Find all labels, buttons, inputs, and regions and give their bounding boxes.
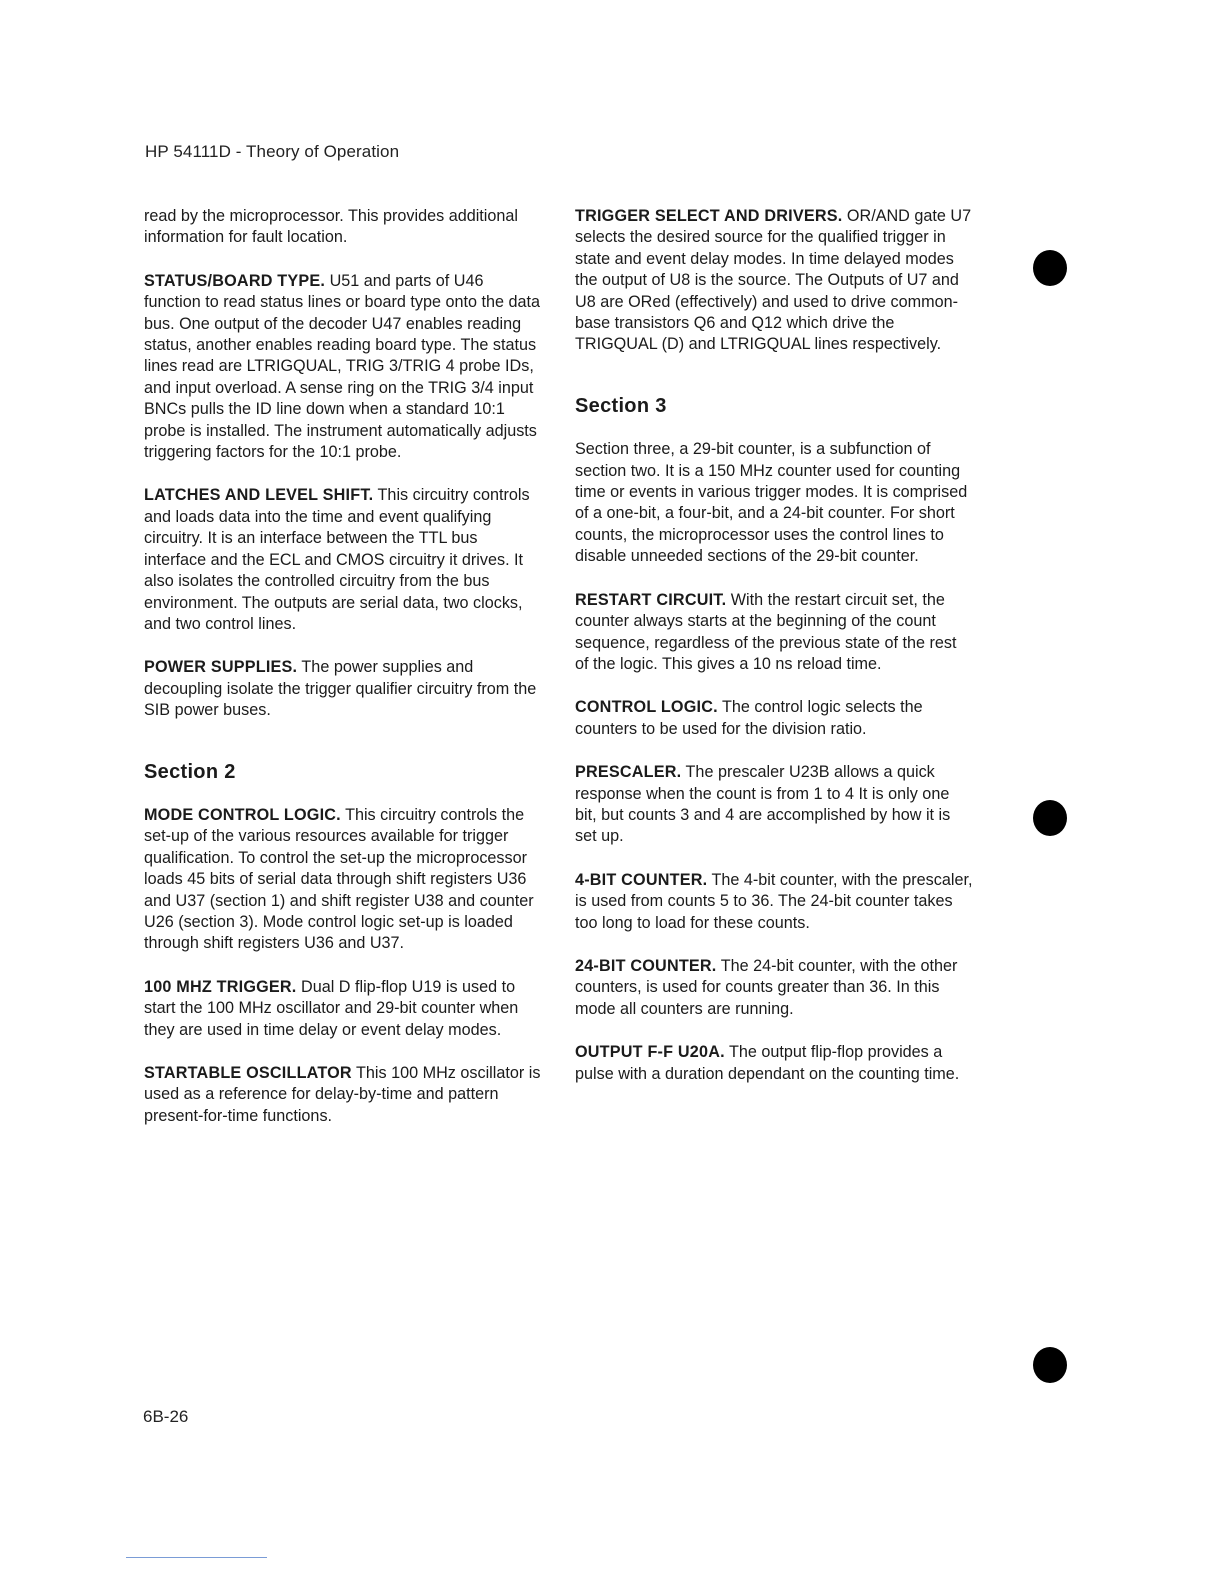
prescaler-paragraph [575,762,973,848]
startable-oscillator-label: STARTABLE OSCILLATOR [144,1064,352,1082]
left-column [144,206,544,1149]
power-supplies-label: POWER SUPPLIES. [144,658,298,677]
page-number: 6B-26 [143,1407,189,1426]
mhz-trigger-paragraph [144,977,544,1041]
page-header: HP 54111D - Theory of Operation [145,142,400,161]
section-3-intro-paragraph: Section three, a 29-bit counter, is a subfunction of section two. It is a 150 MHz counter used for counting time or events in various trigger modes. It is comprised of a one-bit, a four-bit, and a 24-bit counter. For short counts, the microprocessor uses the control lines to disable unneeded sections of the 29-bit counter. [575,440,968,566]
power-supplies-text: The power supplies and decoupling isolate the trigger qualifier circuitry from the SIB power buses. [144,658,537,720]
mhz-trigger-label: 100 MHZ TRIGGER. [144,977,297,996]
control-logic-label: CONTROL LOGIC. [575,698,718,717]
restart-paragraph [575,590,973,676]
latches-label: LATCHES AND LEVEL SHIFT. [144,486,374,505]
status-board-text: U51 and parts of U46 function to read status lines or board type onto the data bus. One output of the decoder U47 enables reading status, another enables reading board type. The status lines read are LTRIGQUAL, TRIG 3/TRIG 4 probe IDs, and input overload. A sense ring on the TRIG 3/4 input BNCs pulls the ID line down when a standard 10:1 probe is installed. The instrument automatically adjusts triggering factors for the 10:1 probe. [144,271,540,462]
output-ff-label: OUTPUT F-F U20A. [575,1043,725,1062]
footer-rule [126,1557,267,1558]
right-column [575,206,973,1107]
binder-hole-top [1033,250,1067,286]
status-board-label: STATUS/BOARD TYPE. [144,271,326,290]
four-bit-counter-text: The 4-bit counter, with the prescaler, is used from counts 5 to 36. The 24-bit counter takes too long to load for these counts. [575,870,973,932]
latches-paragraph [144,485,544,635]
startable-oscillator-text: This 100 MHz oscillator is used as a reference for delay-by-time and pattern present-for-time functions. [144,1064,541,1125]
mode-control-label: MODE CONTROL LOGIC. [144,805,341,824]
prescaler-label: PRESCALER. [575,763,682,782]
control-logic-paragraph [575,697,973,740]
restart-text: With the restart circuit set, the counter always starts at the beginning of the count sequence, regardless of the previous state of the rest of the logic. This gives a 10 ns reload time. [575,590,957,673]
mode-control-text: This circuitry controls the set-up of the various resources available for trigger qualification. To control the set-up the microprocessor loads 45 bits of serial data through shift registers U36 and U37 (section 1) and shift register U38 and counter U26 (section 3). Mode control logic set-up is loaded through shift registers U36 and U37. [144,805,534,953]
trigger-select-label: TRIGGER SELECT AND DRIVERS. [575,207,843,225]
control-logic-text: The control logic selects the counters to be used for the division ratio. [575,698,923,738]
startable-oscillator-paragraph [144,1063,544,1127]
latches-text: This circuitry controls and loads data into the time and event qualifying circuitry. It is an interface between the TTL bus interface and the ECL and CMOS circuitry it drives. It also isolates the controlled circuitry from the bus environment. The outputs are serial data, two clocks, and two control lines. [144,486,530,633]
binder-hole-middle [1033,800,1067,836]
section-3-heading: Section 3 [575,394,667,417]
twentyfour-bit-counter-paragraph [575,956,973,1020]
twentyfour-bit-counter-text: The 24-bit counter, with the other counters, is used for counts greater than 36. In this mode all counters are running. [575,956,958,1018]
mode-control-paragraph [144,805,544,955]
trigger-select-text: OR/AND gate U7 selects the desired source for the qualified trigger in state and event delay modes. In time delayed modes the output of U8 is the source. The Outputs of U7 and U8 are ORed (effectively) and used to drive common-base transistors Q6 and Q12 which drive the TRIGQUAL (D) and LTRIGQUAL lines respectively. [575,207,972,354]
intro-paragraph: read by the microprocessor. This provides additional information for fault location. [144,207,519,247]
output-ff-text: The output flip-flop provides a pulse with a duration dependant on the counting time. [575,1043,960,1083]
section-2-heading: Section 2 [144,760,236,783]
power-supplies-paragraph [144,657,544,721]
prescaler-text: The prescaler U23B allows a quick response when the count is from 1 to 4 It is only one bit, but counts 3 and 4 are accomplished by how it is set up. [575,763,951,846]
output-ff-paragraph [575,1042,973,1085]
status-board-paragraph [144,271,544,464]
twentyfour-bit-counter-label: 24-BIT COUNTER. [575,956,717,975]
four-bit-counter-paragraph [575,870,973,934]
four-bit-counter-label: 4-BIT COUNTER. [575,870,708,889]
binder-hole-bottom [1033,1347,1067,1383]
restart-label: RESTART CIRCUIT. [575,590,727,609]
mhz-trigger-text: Dual D flip-flop U19 is used to start the 100 MHz oscillator and 29-bit counter when they are used in time delay or event delay modes. [144,977,519,1039]
trigger-select-paragraph [575,206,973,356]
